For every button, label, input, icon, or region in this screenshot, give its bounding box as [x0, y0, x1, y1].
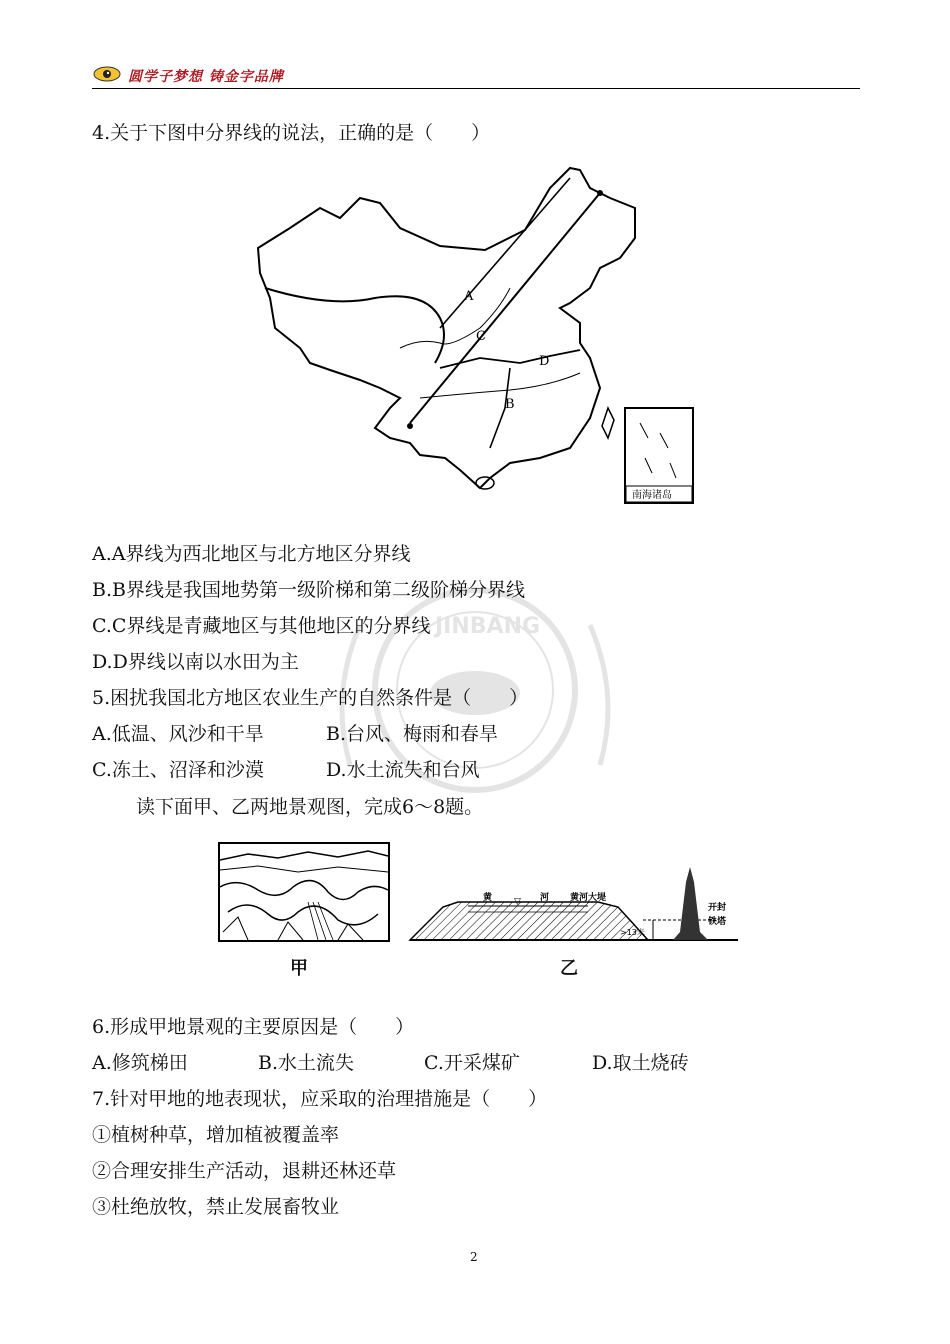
q4-stem: 4.关于下图中分界线的说法，正确的是（ ） — [92, 122, 491, 144]
china-map-figure — [250, 158, 700, 508]
q5-row2 — [92, 757, 480, 783]
yi-label-kaifeng: 开封 — [708, 903, 727, 913]
yi-label-dike: 黄河大堤 — [570, 893, 607, 903]
section-intro: 读下面甲、乙两地景观图，完成6～8题。 — [136, 796, 484, 818]
q7-item-2: ②合理安排生产活动，退耕还林还草 — [92, 1160, 397, 1182]
q7-item-1: ①植树种草，增加植被覆盖率 — [92, 1124, 340, 1146]
q5-option-b: B.台风、梅雨和春旱 — [326, 723, 499, 745]
watermark-text: JINBANG — [435, 614, 541, 639]
q7-item-3: ③杜绝放牧，禁止发展畜牧业 — [92, 1196, 340, 1218]
yi-label-he: 河 — [540, 893, 550, 903]
q6-option-c: C.开采煤矿 — [424, 1052, 520, 1074]
taiwan-island — [602, 408, 614, 438]
q5-option-d: D.水土流失和台风 — [326, 759, 480, 781]
q5-row1 — [92, 721, 498, 747]
q5-option-a: A.低温、风沙和干旱 — [92, 723, 264, 745]
q5-option-c: C.冻土、沼泽和沙漠 — [92, 759, 264, 781]
q5-stem: 5.困扰我国北方地区农业生产的自然条件是（ ） — [92, 687, 529, 709]
yi-label-height: >13米 — [620, 928, 645, 937]
q4-option-a: A.A界线为西北地区与北方地区分界线 — [92, 543, 411, 565]
svg-text:▽: ▽ — [514, 897, 521, 907]
q7-stem: 7.针对甲地的地表现状，应采取的治理措施是（ ） — [92, 1088, 548, 1110]
jia-landscape-figure — [218, 842, 390, 942]
map-label-d: D — [539, 354, 550, 369]
yi-caption: 乙 — [560, 958, 578, 979]
map-label-b: B — [505, 397, 515, 412]
q6-stem: 6.形成甲地景观的主要原因是（ ） — [92, 1016, 415, 1038]
q4-option-b: B.B界线是我国地势第一级阶梯和第二级阶梯分界线 — [92, 579, 525, 601]
q4-option-d: D.D界线以南以水田为主 — [92, 651, 299, 673]
map-label-c: C — [476, 329, 486, 344]
eye-logo-icon — [92, 64, 122, 84]
page-header — [92, 62, 860, 89]
yi-label-huang: 黄 — [483, 893, 493, 903]
china-outline — [258, 168, 635, 488]
page-number: 2 — [470, 1250, 478, 1264]
inset-label: 南海诸岛 — [632, 490, 672, 501]
jia-caption: 甲 — [290, 958, 308, 979]
map-label-a: A — [464, 289, 474, 304]
yi-cross-section-figure — [408, 862, 738, 944]
q6-option-b: B.水土流失 — [258, 1052, 355, 1074]
brand-slogan: 圆学子梦想 铸金字品牌 — [128, 69, 284, 85]
q4-option-c: C.C界线是青藏地区与其他地区的分界线 — [92, 615, 431, 637]
yi-label-tower: 铁塔 — [708, 917, 727, 927]
q6-option-d: D.取土烧砖 — [592, 1052, 689, 1074]
q6-options — [92, 1050, 689, 1076]
q6-option-a: A.修筑梯田 — [92, 1052, 188, 1074]
